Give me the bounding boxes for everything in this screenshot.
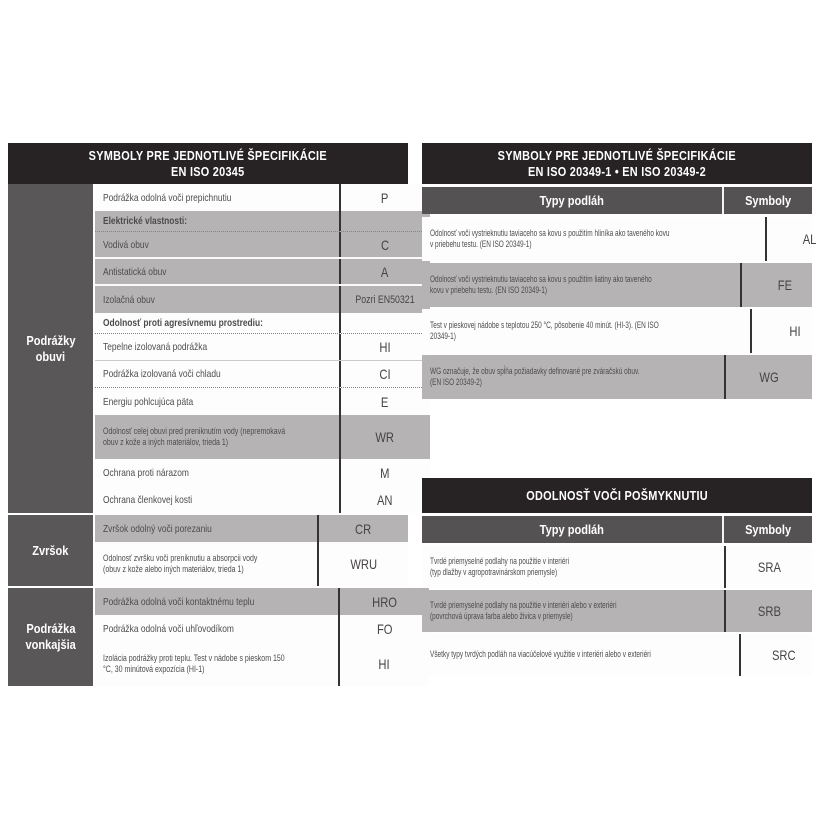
- spec-description: [95, 232, 339, 257]
- spec-symbol: [339, 211, 430, 231]
- spec-symbol: [317, 542, 408, 586]
- spec-description: [95, 486, 339, 513]
- spec-description: [422, 263, 740, 307]
- text-line: Podrážka odolná voči kontaktnému teplu: [103, 595, 255, 608]
- spec-row: [422, 590, 812, 632]
- table-title-bar: [422, 143, 812, 184]
- spec-symbol: [339, 334, 430, 360]
- table-en-iso-20345: [8, 143, 415, 686]
- text-line: Zvršok odolný voči porezaniu: [103, 522, 212, 535]
- text-line: Podrážka odolná voči uhľovodíkom: [103, 622, 234, 635]
- spec-row: [422, 309, 812, 353]
- symbol-text: A: [381, 263, 389, 280]
- symbol-text: WRU: [350, 556, 377, 572]
- spec-row: [95, 642, 429, 686]
- spec-description: [95, 459, 339, 486]
- text-line: Podrážka izolovaná voči chladu: [103, 368, 221, 380]
- group-label-line: obuvi: [35, 348, 66, 364]
- spec-description: [95, 642, 338, 686]
- text-line: Ochrana proti nárazom: [103, 466, 189, 479]
- symbol-text: FO: [376, 620, 393, 637]
- table-title-line: ODOLNOSŤ VOČI POŠMYKNUTIU: [526, 487, 708, 503]
- spec-description: [95, 211, 339, 231]
- spec-description: [95, 542, 317, 586]
- text-line: Test v pieskovej nádobe s teplotou 250 °C, pôsobenie 40 minút. (HI-3). (EN ISO: [430, 319, 659, 330]
- symbol-text: C: [380, 236, 390, 253]
- spec-description: [422, 546, 724, 588]
- group-label: [8, 588, 93, 686]
- column-header-row: [422, 187, 812, 214]
- group-label-line: Podrážky: [25, 332, 76, 348]
- spec-row: [95, 286, 430, 313]
- group-rows: [95, 515, 408, 586]
- spec-symbol: [750, 309, 820, 353]
- spec-symbol: [339, 388, 430, 415]
- text-line: Izolačná obuv: [103, 293, 155, 306]
- spec-row: [95, 615, 429, 642]
- spec-symbol: [338, 588, 429, 615]
- symbol-text: WG: [759, 369, 779, 385]
- spec-symbol: [339, 313, 430, 333]
- spec-row: [95, 388, 430, 415]
- spec-symbol: [339, 259, 430, 284]
- spec-row: [95, 542, 408, 586]
- column-header-floor-types: [422, 516, 724, 543]
- symbol-text: AL: [802, 231, 817, 247]
- spec-symbol: [339, 184, 430, 211]
- column-header-symbols: [724, 187, 812, 214]
- text-line: Odolnosť zvršku voči preniknutiu a absorpcii vody: [103, 552, 258, 563]
- spec-description: [95, 515, 317, 542]
- symbol-text: SRB: [757, 603, 781, 619]
- spec-group: [8, 588, 408, 686]
- text-line: Odolnosť celej obuvi pred preniknutím vody (nepremokavá: [103, 425, 286, 436]
- text-line: Elektrické vlastnosti:: [103, 215, 188, 227]
- text-line: Energiu pohlcujúca päta: [103, 395, 194, 408]
- symbol-text: SRA: [757, 559, 781, 575]
- spec-symbol: [724, 355, 812, 399]
- table-body: [422, 217, 817, 399]
- spec-row: [422, 263, 812, 307]
- spec-symbol: [338, 642, 429, 686]
- symbol-text: P: [381, 189, 389, 206]
- text-line: v priebehu testu. (EN ISO 20349-1): [430, 239, 532, 249]
- text-line: Podrážka odolná voči prepichnutiu: [103, 191, 232, 204]
- text-line: 20349-1): [430, 331, 456, 341]
- text-line: Tepelne izolovaná podrážka: [103, 341, 208, 353]
- text-line: Izolácia podrážky proti teplu. Test v nádobe s pieskom 150: [103, 652, 285, 663]
- spec-description: [422, 590, 724, 632]
- group-label: [8, 184, 93, 513]
- text-line: obuv z kože a iných materiálov, trieda 1): [103, 437, 229, 447]
- spec-row: [422, 217, 817, 261]
- spec-row: [95, 415, 430, 459]
- group-rows: [95, 588, 429, 686]
- spec-symbol: [338, 615, 429, 642]
- symbol-text: WR: [375, 429, 395, 445]
- table-title-line: SYMBOLY PRE JEDNOTLIVÉ ŠPECIFIKÁCIE: [497, 147, 737, 163]
- spec-symbol: [724, 546, 812, 588]
- column-header-label: Typy podláh: [539, 522, 605, 537]
- symbol-text: M: [380, 464, 390, 481]
- spec-description: [95, 259, 339, 284]
- column-header-floor-types: [422, 187, 724, 214]
- spec-description: [95, 615, 338, 642]
- group-label-line: vonkajšia: [25, 637, 76, 652]
- spec-description: [95, 588, 338, 615]
- spec-row: [422, 355, 812, 399]
- spec-description: [422, 309, 750, 353]
- text-line: Odolnosť voči vystrieknutiu taviaceho sa kovu s použitím liatiny ako taveného: [430, 273, 652, 284]
- text-line: (obuv z kože alebo iných materiálov, trieda 1): [103, 564, 244, 574]
- spec-row: [95, 211, 430, 232]
- spec-row: [95, 313, 430, 334]
- symbol-text: CR: [355, 520, 372, 537]
- text-line: Odolnosť proti agresívnemu prostrediu:: [103, 317, 263, 329]
- symbol-text: SRC: [771, 647, 796, 663]
- symbol-text: E: [381, 393, 389, 410]
- text-line: Tvrdé priemyselné podlahy na použitie v interiéri alebo v exteriéri: [430, 599, 617, 610]
- symbol-text: HI: [789, 323, 801, 339]
- text-line: kovu v priebehu testu. (EN ISO 20349-1): [430, 285, 548, 295]
- table-en-iso-20349: [422, 143, 817, 399]
- spec-row: [95, 459, 430, 486]
- spec-symbol: [765, 217, 820, 261]
- table-title-bar: [8, 143, 408, 184]
- group-label-line: Podrážka: [25, 621, 76, 636]
- text-line: WG označuje, že obuv spĺňa požiadavky definované pre zváračskú obuv.: [430, 365, 640, 376]
- text-line: Vodivá obuv: [103, 238, 149, 251]
- spec-symbol: [339, 415, 430, 459]
- spec-description: [95, 286, 339, 313]
- spec-row: [95, 184, 430, 211]
- spec-symbol: [740, 263, 820, 307]
- spec-description: [95, 361, 339, 387]
- text-line: (EN ISO 20349-2): [430, 377, 482, 387]
- column-header-label: Typy podláh: [539, 193, 605, 208]
- spec-row: [95, 588, 429, 615]
- table-title-line: EN ISO 20349-1 • EN ISO 20349-2: [528, 163, 706, 179]
- table-body: [8, 184, 415, 686]
- spec-row: [95, 486, 430, 513]
- spec-row: [95, 232, 430, 259]
- symbol-text: HI: [378, 656, 391, 672]
- table-body: [422, 546, 812, 676]
- symbol-text: FE: [777, 277, 793, 293]
- spec-row: [95, 361, 430, 388]
- spec-symbol: [339, 486, 430, 513]
- text-line: Všetky typy tvrdých podláh na viacúčelové využitie v interiéri alebo v exteriéri: [430, 649, 651, 660]
- symbol-text: Pozri EN50321: [355, 293, 415, 306]
- text-line: (typ dlažby v agropotravinárskom priemysle): [430, 567, 558, 577]
- table-title-line: SYMBOLY PRE JEDNOTLIVÉ ŠPECIFIKÁCIE: [88, 147, 328, 163]
- column-header-row: [422, 516, 812, 543]
- spec-symbol: [724, 590, 812, 632]
- column-header-label: Symboly: [744, 193, 792, 208]
- spec-description: [95, 334, 339, 360]
- table-title-bar: [422, 478, 812, 513]
- spec-symbol: [339, 459, 430, 486]
- spec-group: [8, 515, 408, 586]
- spec-row: [95, 515, 408, 542]
- spec-description: [422, 634, 739, 676]
- spec-description: [95, 184, 339, 211]
- spec-description: [422, 355, 724, 399]
- spec-symbol: [339, 361, 430, 387]
- text-line: (povrchová úprava farba alebo živica v priemysle): [430, 611, 573, 621]
- spec-symbol: [739, 634, 820, 676]
- spec-description: [422, 217, 765, 261]
- symbol-text: HRO: [372, 593, 397, 610]
- group-label-line: Zvršok: [32, 542, 69, 558]
- spec-row: [95, 334, 430, 361]
- spec-symbol: [339, 232, 430, 257]
- group-rows: [95, 184, 430, 513]
- text-line: Odolnosť voči vystrieknutiu taviaceho sa kovu s použitím hliníka ako taveného kovu: [430, 227, 670, 238]
- text-line: °C, 30 minútová expozícia (HI-1): [103, 664, 205, 674]
- spec-description: [95, 388, 339, 415]
- text-line: Tvrdé priemyselné podlahy na použitie v interiéri: [430, 555, 570, 566]
- spec-row: [422, 634, 812, 676]
- spec-description: [95, 313, 339, 333]
- table-slip-resistance: [422, 478, 812, 676]
- text-line: Antistatická obuv: [103, 265, 167, 278]
- symbol-text: AN: [377, 491, 393, 508]
- spec-group: [8, 184, 415, 513]
- text-line: Ochrana členkovej kosti: [103, 493, 193, 506]
- spec-symbol: [317, 515, 408, 542]
- group-label: [8, 515, 93, 586]
- table-title-line: EN ISO 20345: [171, 163, 245, 179]
- spec-row: [95, 259, 430, 286]
- column-header-label: Symboly: [744, 522, 792, 537]
- symbol-text: HI: [379, 339, 391, 355]
- spec-description: [95, 415, 339, 459]
- spec-row: [422, 546, 812, 588]
- column-header-symbols: [724, 516, 812, 543]
- symbol-text: CI: [379, 366, 391, 382]
- spec-symbol: [339, 286, 430, 313]
